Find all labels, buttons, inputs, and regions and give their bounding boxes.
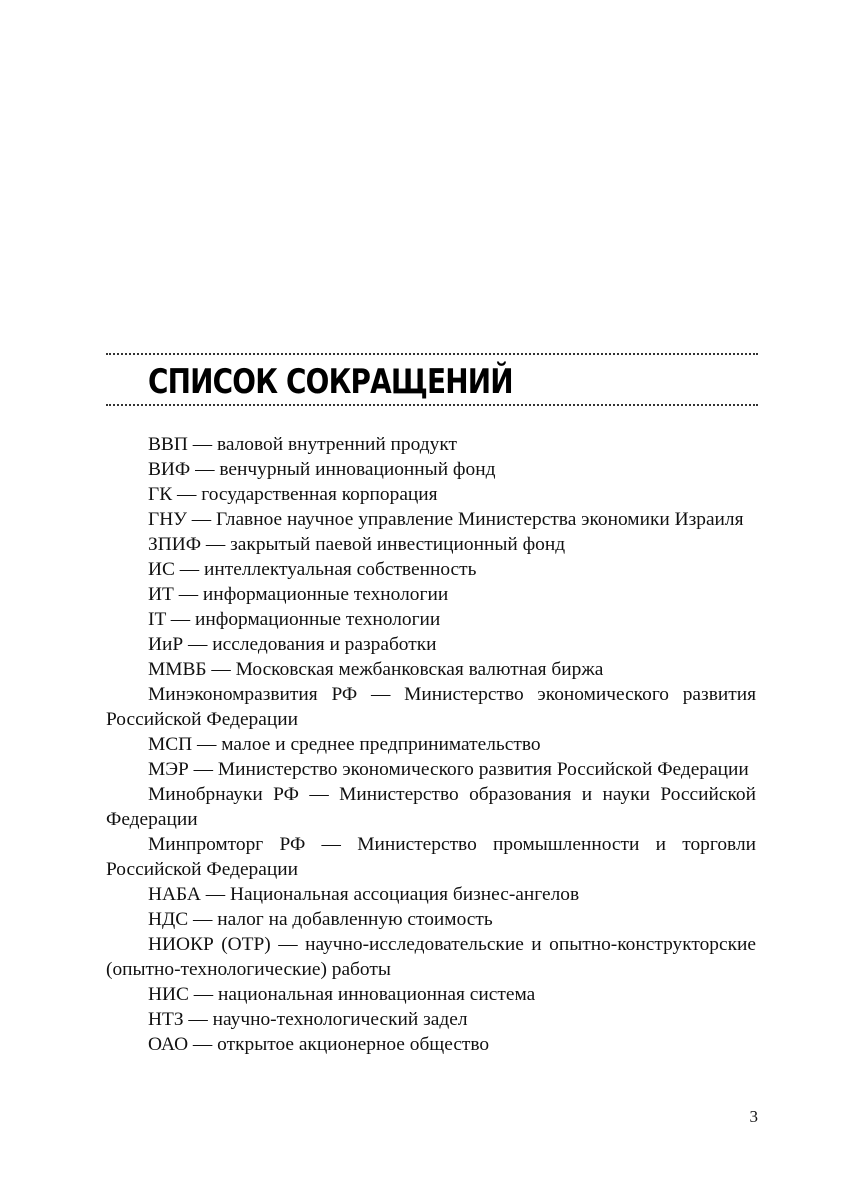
list-item: МЭР — Министерство экономического развития Российской Федерации	[148, 759, 749, 780]
list-item: ИС — интеллектуальная собственность	[148, 559, 477, 580]
list-item: ОАО — открытое акционерное общество	[148, 1034, 490, 1055]
abbreviation-list	[106, 432, 756, 1057]
list-item: ИиР — исследования и разработки	[148, 634, 437, 655]
list-item: Минобрнауки РФ — Министерство образования и науки Российской Федерации	[106, 784, 756, 830]
list-item: НАБА — Национальная ассоциация бизнес-ангелов	[148, 884, 580, 905]
list-item: НИОКР (ОТР) — научно-исследовательские и опытно-конструкторские (опытно-технологические) работы	[106, 934, 756, 980]
list-item: ИТ — информационные технологии	[148, 584, 449, 605]
list-item: НДС — налог на добавленную стоимость	[148, 909, 493, 930]
list-item: ВВП — валовой внутренний продукт	[148, 434, 457, 455]
list-item: ВИФ — венчурный инновационный фонд	[148, 459, 496, 480]
list-item: НИС — национальная инновационная система	[148, 984, 536, 1005]
page-title: СПИСОК СОКРАЩЕНИЙ	[148, 362, 513, 402]
list-item: ГК — государственная корпорация	[148, 484, 438, 505]
page-number: 3	[749, 1107, 758, 1126]
list-item: НТЗ — научно-технологический задел	[148, 1009, 468, 1030]
list-item: МСП — малое и среднее предпринимательство	[148, 734, 541, 755]
list-item: ГНУ — Главное научное управление Министерства экономики Израиля	[148, 509, 744, 530]
list-item: ЗПИФ — закрытый паевой инвестиционный фонд	[148, 534, 566, 555]
list-item: ММВБ — Московская межбанковская валютная биржа	[148, 659, 604, 680]
list-item: Минпромторг РФ — Министерство промышленности и торговли Российской Федерации	[106, 834, 756, 880]
list-item: IT — информационные технологии	[148, 609, 441, 630]
list-item: Минэкономразвития РФ — Министерство экономического развития Российской Федерации	[106, 684, 756, 730]
heading-bottom-rule	[106, 404, 758, 406]
heading-top-rule	[106, 353, 758, 355]
